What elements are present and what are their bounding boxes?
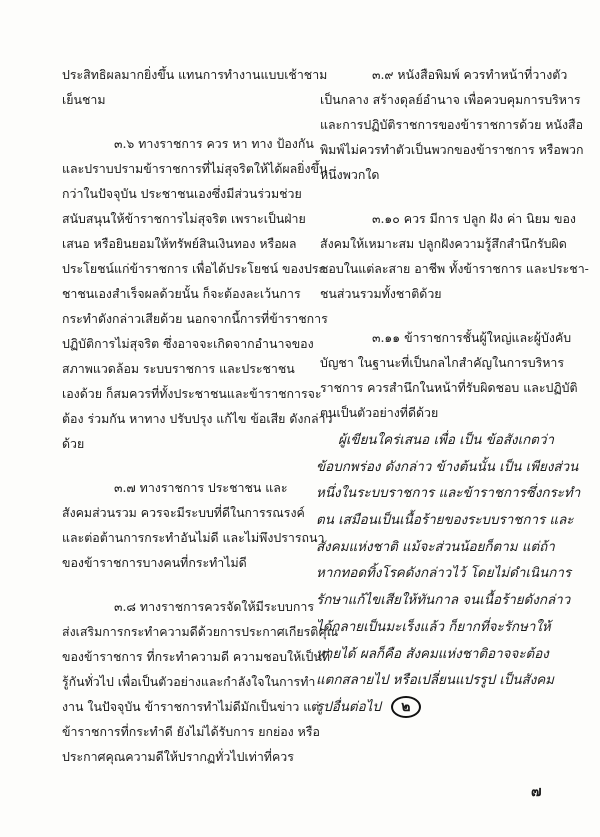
left-column-line: ประสิทธิผลมากยิ่งขึ้น แทนการทำงานแบบเช้าชาม xyxy=(62,67,328,82)
left-column-line: สภาพแวดล้อม ระบบราชการ และประชาชน xyxy=(62,361,295,376)
closing-note-text: ข้อบกพร่อง ดังกล่าว ข้างต้นนั้น เป็น เพียงส่วน xyxy=(316,459,579,475)
right-column-line: บัญชา ในฐานะที่เป็นกลไกสำคัญในการบริหาร xyxy=(320,355,565,370)
left-column-line: ๓.๘ ทางราชการควรจัดให้มีระบบการ xyxy=(114,599,314,614)
left-column-line: ต้อง ร่วมกัน หาทาง ปรับปรุง แก้ไข ข้อเสีย ดังกล่าว xyxy=(62,411,333,426)
left-column-line: สังคมส่วนรวม ควรจะมีระบบที่ดีในการรณรงค์ xyxy=(62,505,305,520)
left-column-line: ชาชนเองสำเร็จผลด้วยนั้น ก็จะต้องละเว้นการ xyxy=(62,286,301,301)
closing-note-text: รูปอื่นต่อไป xyxy=(316,699,381,715)
closing-note-text: ตน เสมือนเป็นเนื้อร้ายของระบบราชการ และ xyxy=(316,513,574,529)
right-column-line: ๓.๑๐ ควร มีการ ปลูก ฝัง ค่า นิยม ของ xyxy=(372,211,576,226)
left-column-line: ด้วย xyxy=(62,436,85,451)
left-column-line: กระทำดังกล่าวเสียด้วย นอกจากนี้การที่ข้าราชการ xyxy=(62,311,328,326)
right-column-line: ชนส่วนรวมทั้งชาติด้วย xyxy=(320,286,442,301)
left-column-line: ๓.๖ ทางราชการ ควร หา ทาง ป้องกัน xyxy=(114,136,314,151)
closing-note-line xyxy=(316,615,560,642)
left-column-line: รู้กันทั่วไป เพื่อเป็นตัวอย่างและกำลังใจในการทำ xyxy=(62,674,316,689)
right-column-line: หนึ่งพวกใด xyxy=(320,167,380,182)
left-column-line: งาน ในปัจจุบัน ข้าราชการทำไม่ดีมักเป็นข่าว แต่ xyxy=(62,699,320,714)
left-column-line: ของข้าราชการ ที่กระทำความดี ความชอบให้เป็นที่ xyxy=(62,649,330,664)
closing-note-text: สังคมแห่งชาติ แม้จะส่วนน้อยก็ตาม แต่ถ้า xyxy=(316,539,555,555)
left-column-line: เสนอ หรือยินยอมให้ทรัพย์สินเงินทอง หรือผล xyxy=(62,236,297,251)
right-column-line: และการปฏิบัติราชการของข้าราชการด้วย หนังสือ xyxy=(320,117,584,132)
closing-note-text: หากทอดทิ้งโรคดังกล่าวไว้ โดยไม่ดำเนินการ xyxy=(316,566,572,582)
closing-note-line xyxy=(316,695,560,722)
closing-note-text: ผู้เขียนใคร่เสนอ เพื่อ เป็น ข้อสังเกตว่า xyxy=(338,433,554,448)
closing-note-line xyxy=(316,535,560,562)
right-column-line: ตนเป็นตัวอย่างที่ดีด้วย xyxy=(320,405,439,420)
closing-note-text: หนึ่งในระบบราชการ และข้าราชการซึ่งกระทำ xyxy=(316,486,581,502)
paragraph-gap xyxy=(62,456,298,475)
left-column-line: เองด้วย ก็สมควรที่ทั้งประชาชนและข้าราชการจะ xyxy=(62,386,322,401)
page-number: ๗ xyxy=(531,784,542,800)
right-column-line: เป็นกลาง สร้างดุลย์อำนาจ เพื่อควบคุมการบริหาร xyxy=(320,92,581,107)
closing-note-line xyxy=(316,588,571,615)
left-column-line: และปราบปรามข้าราชการที่ไม่สุจริตให้ได้ผลยิ่งขึ้น xyxy=(62,161,328,176)
closing-note-line xyxy=(316,642,560,669)
left-column-line: และต่อต้านการกระทำอันไม่ดี และไม่พึงปรารถนา xyxy=(62,530,325,545)
left-column-line: ปฏิบัติการไม่สุจริต ซึ่งอาจจะเกิดจากอำนาจของ xyxy=(62,336,314,351)
paragraph-gap xyxy=(62,575,298,594)
right-column-line: ชอบในแต่ละสาย อาชีพ ทั้งข้าราชการ และประชา- xyxy=(320,261,589,276)
right-column-line: ๓.๙ หนังสือพิมพ์ ควรทำหน้าที่วางตัว xyxy=(372,67,568,82)
closing-note-line xyxy=(316,508,574,535)
circled-number-emblem: ๒ xyxy=(391,696,421,718)
left-column-line: ของข้าราชการบางคนที่กระทำไม่ดี xyxy=(62,555,247,570)
left-column-line: สนับสนุนให้ข้าราชการไม่สุจริต เพราะเป็นฝ่าย xyxy=(62,211,306,226)
closing-note-line xyxy=(316,481,581,508)
right-column xyxy=(320,62,589,425)
closing-note-text: รักษาแก้ไขเสียให้ทันกาล จนเนื้อร้ายดังกล่าว xyxy=(316,593,571,609)
closing-note-text: ได้กลายเป็นมะเร็งแล้ว ก็ยากที่จะรักษาให้ xyxy=(316,619,551,635)
closing-note-line xyxy=(316,428,560,455)
closing-note-text: แตกสลายไป หรือเปลี่ยนแปรรูป เป็นสังคม xyxy=(316,673,555,689)
left-column-line: กว่าในปัจจุบัน ประชาชนเองซึ่งมีส่วนร่วมช่วย xyxy=(62,186,302,201)
left-column-line: ๓.๗ ทางราชการ ประชาชน และ xyxy=(114,480,288,495)
left-column-line: เย็นชาม xyxy=(62,92,106,107)
paragraph-gap xyxy=(320,306,554,325)
left-column-line: ประโยชน์แก่ข้าราชการ เพื่อได้ประโยชน์ ของประ xyxy=(62,261,326,276)
closing-note-line xyxy=(316,668,560,695)
right-column-line: สังคมให้เหมาะสม ปลูกฝังความรู้สึกสำนึกรับผิด xyxy=(320,236,567,251)
left-column xyxy=(62,62,339,769)
closing-note-text: หายได้ ผลก็คือ สังคมแห่งชาติอาจจะต้อง xyxy=(316,646,549,662)
paragraph-gap xyxy=(320,187,554,206)
closing-note-line xyxy=(316,561,572,588)
left-column-line: ส่งเสริมการกระทำความดีด้วยการประกาศเกียรติคุณ xyxy=(62,624,339,639)
left-column-line: ข้าราชการที่กระทำดี ยังไม่ได้รับการ ยกย่อง หรือ xyxy=(62,724,320,739)
paragraph-gap xyxy=(62,112,298,131)
closing-note xyxy=(316,428,581,722)
left-column-line: ประกาศคุณความดีให้ปรากฏทั่วไปเท่าที่ควร xyxy=(62,749,294,764)
closing-note-line xyxy=(316,455,579,482)
right-column-line: ราชการ ควรสำนึกในหน้าที่รับผิดชอบ และปฏิบัติ xyxy=(320,380,578,395)
right-column-line: พิมพ์ไม่ควรทำตัวเป็นพวกของข้าราชการ หรือพวก xyxy=(320,142,584,157)
right-column-line: ๓.๑๑ ข้าราชการชั้นผู้ใหญ่และผู้บังคับ xyxy=(372,330,572,345)
